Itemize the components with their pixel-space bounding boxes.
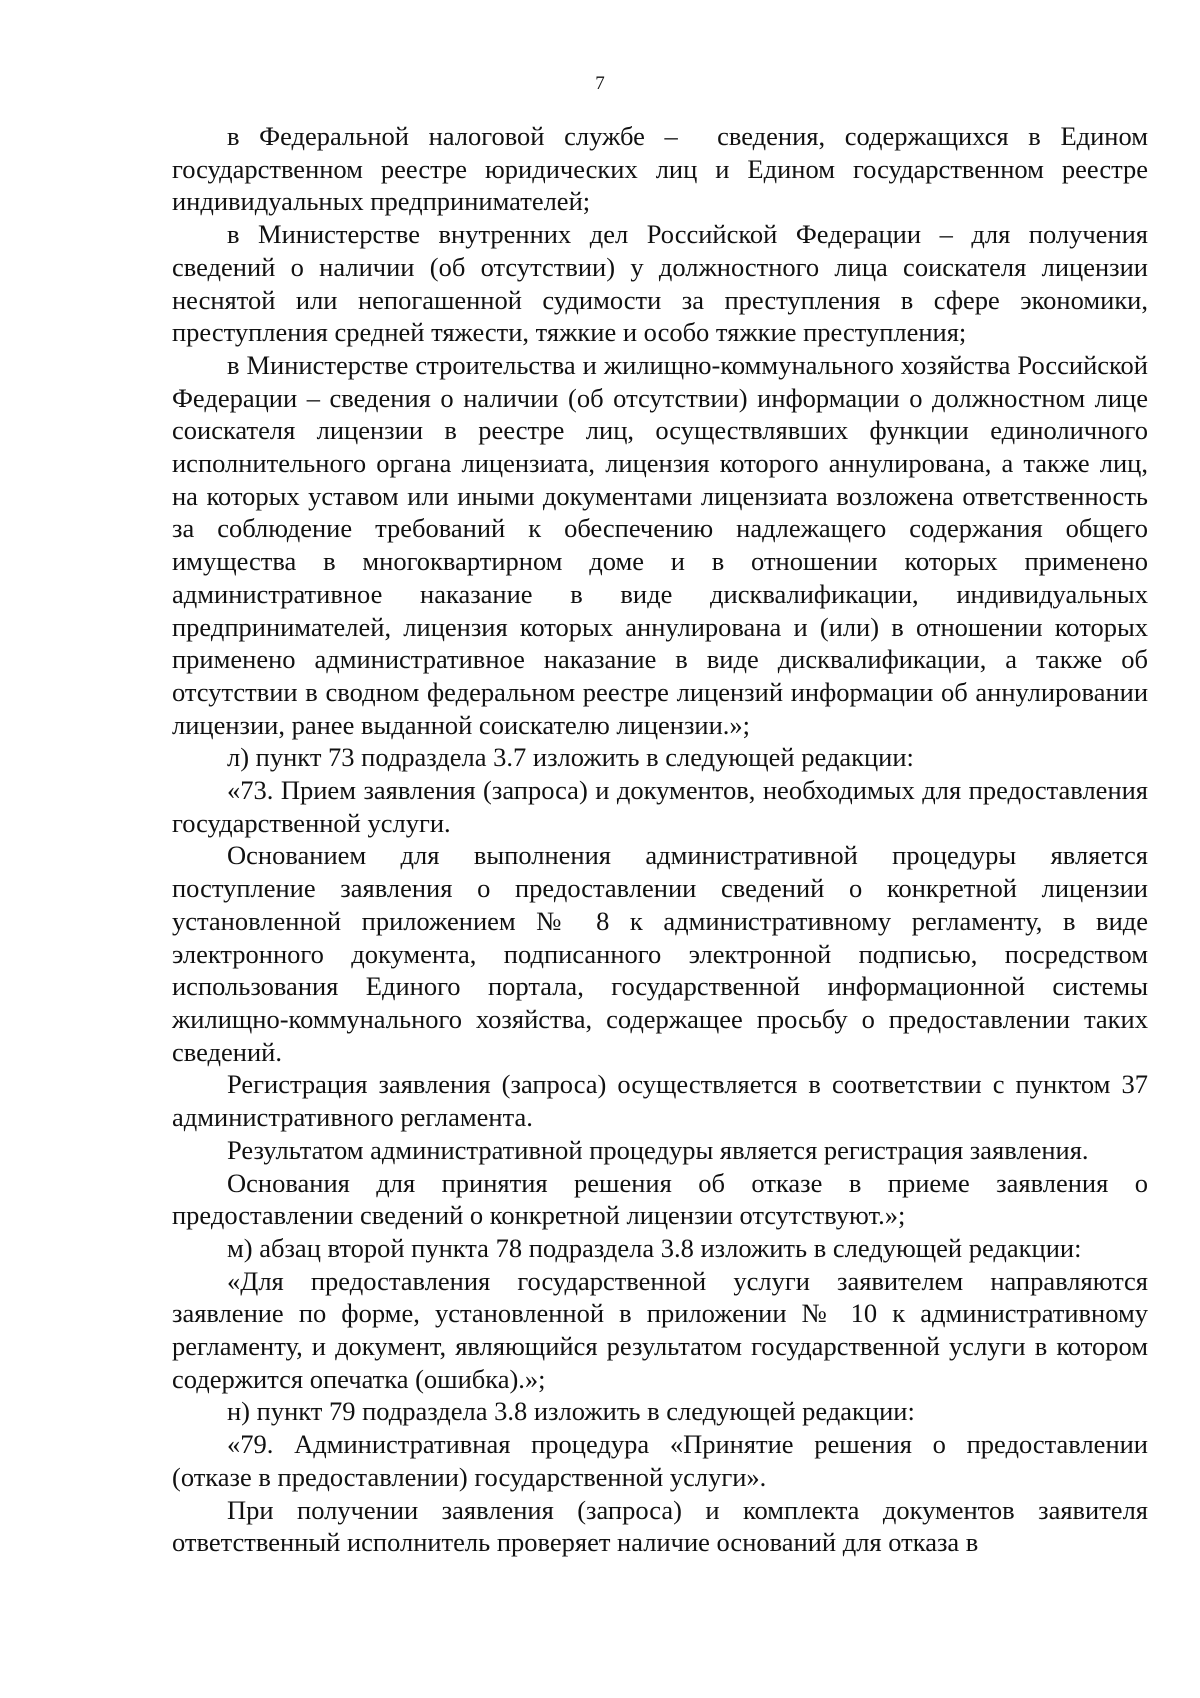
paragraph-result: Результатом административной процедуры является регистрация заявления.: [227, 1134, 1089, 1165]
paragraph-point-79: «79. Административная процедура «Принятие решения о предоставлении (отказе в предоставлении) государственной услуги».: [172, 1429, 1155, 1492]
paragraph-no-refusal: Основания для принятия решения об отказе в приеме заявления о предоставлении сведений о конкретной лицензии отсутствуют.»;: [172, 1167, 1155, 1231]
paragraph-item-m: м) абзац второй пункта 78 подраздела 3.8 изложить в следующей редакции:: [227, 1232, 1082, 1263]
document-body: [172, 120, 1155, 1559]
paragraph-fns: в Федеральной налоговой службе – сведения, содержащихся в Едином государственном реестре юридических лиц и Едином государственном реестре индивидуальных предпринимателей;: [172, 121, 1155, 217]
paragraph-item-l: л) пункт 73 подраздела 3.7 изложить в следующей редакции:: [227, 742, 914, 773]
paragraph-point-73: «73. Прием заявления (запроса) и документов, необходимых для предоставления государственной услуги.: [172, 775, 1155, 838]
paragraph-mvd: в Министерстве внутренних дел Российской Федерации – для получения сведений о наличии (об отсутствии) у должностного лица соискателя лицензии неснятой или непогашенной судимости за преступления в сфере экономики, преступления средней тяжести, тяжкие и особо тяжкие преступления;: [172, 219, 1155, 348]
paragraph-minstroy: в Министерстве строительства и жилищно-коммунального хозяйства Российской Федерации – сведения о наличии (об отсутствии) информации о должностном лице соискателя лицензии в реестре лиц, осуществлявших функции единоличного исполнительного органа лицензиата, лицензия которого аннулирована, а также лиц, на которых уставом или иными документами лицензиата возложена ответственность за соблюдение требований к обеспечению надлежащего содержания общего имущества в многоквартирном доме и в отношении которых применено административное наказание в виде дисквалификации, индивидуальных предпринимателей, лицензия которых аннулирована и (или) в отношении которых применено административное наказание в виде дисквалификации, а также об отсутствии в сводном федеральном реестре лицензий информации об аннулировании лицензии, ранее выданной соискателю лицензии.»;: [172, 349, 1155, 740]
page-number: 7: [595, 73, 605, 94]
paragraph-item-n: н) пункт 79 подраздела 3.8 изложить в следующей редакции:: [227, 1396, 915, 1427]
paragraph-registration: Регистрация заявления (запроса) осуществляется в соответствии с пунктом 37 административного регламента.: [172, 1069, 1155, 1133]
paragraph-correction-request: «Для предоставления государственной услуги заявителем направляются заявление по форме, установленной в приложении № 10 к административному регламенту, и документ, являющийся результатом государственной услуги в котором содержится опечатка (ошибка).»;: [172, 1265, 1155, 1394]
paragraph-basis: Основанием для выполнения административной процедуры является поступление заявления о предоставлении сведений о конкретной лицензии установленной приложением № 8 к административному регламенту, в виде электронного документа, подписанного электронной подписью, посредством использования Единого портала, государственной информационной системы жилищно-коммунального хозяйства, содержащее просьбу о предоставлении таких сведений.: [172, 840, 1155, 1067]
paragraph-verification: При получении заявления (запроса) и комплекта документов заявителя ответственный исполнитель проверяет наличие оснований для отказа в: [172, 1494, 1155, 1558]
